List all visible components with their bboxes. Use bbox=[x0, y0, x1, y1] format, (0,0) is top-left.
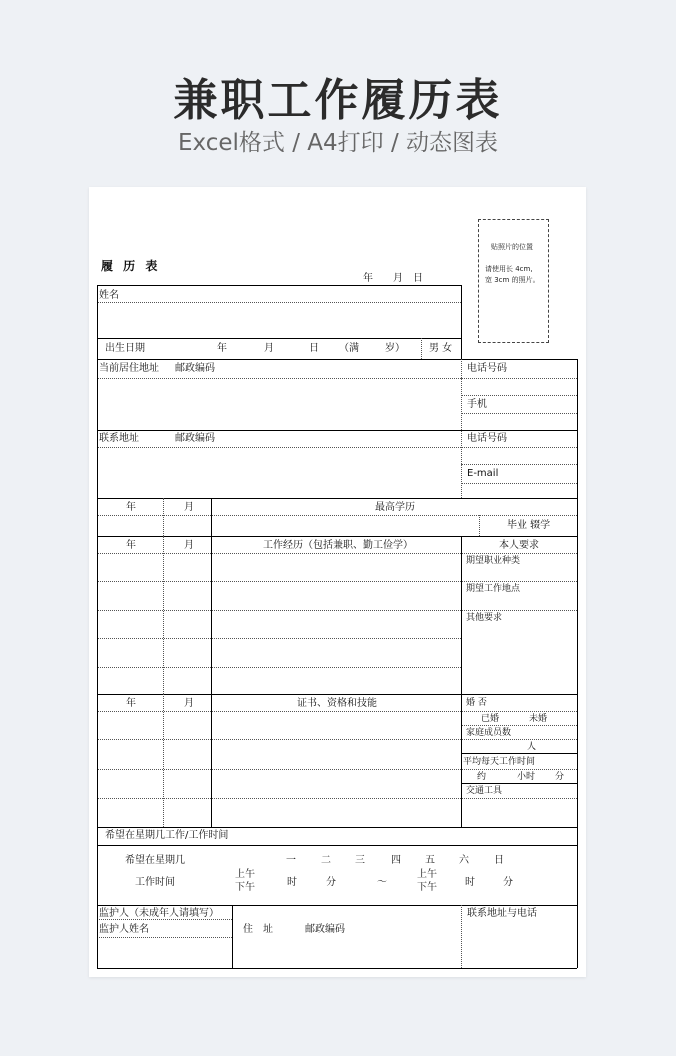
email-label: E-mail bbox=[467, 468, 499, 479]
marital-status-label: 婚 否 bbox=[466, 698, 487, 708]
desired-job-label: 期望职业种类 bbox=[466, 556, 521, 566]
form-date: 年 月 日 bbox=[363, 273, 423, 284]
work-history-header: 工作经历（包括兼职、勤工俭学） bbox=[263, 540, 413, 551]
photo-instruction-size: 请使用长 4cm, bbox=[485, 265, 533, 273]
time-range-tilde: ～ bbox=[377, 877, 387, 888]
phone-label: 电话号码 bbox=[467, 363, 507, 374]
day-tue: 二 bbox=[321, 855, 331, 866]
about-label: 约 bbox=[477, 772, 487, 782]
work-time-label: 工作时间 bbox=[135, 877, 175, 888]
birth-year-label: 年 bbox=[217, 343, 227, 354]
day-fri: 五 bbox=[425, 855, 435, 866]
married-option: 已婚 bbox=[481, 714, 500, 724]
graduation-status: 毕业 辍学 bbox=[507, 520, 551, 531]
contact-address-label: 联系地址 bbox=[99, 433, 139, 444]
page-title: 兼职工作履历表 bbox=[173, 75, 503, 126]
transport-label: 交通工具 bbox=[466, 786, 503, 796]
end-minute-unit: 分 bbox=[503, 877, 513, 888]
photo-instruction-title: 贴照片的位置 bbox=[491, 243, 533, 251]
resume-sheet bbox=[89, 187, 586, 977]
end-hour-unit: 时 bbox=[465, 877, 475, 888]
schedule-header: 希望在星期几工作/工作时间 bbox=[105, 830, 229, 841]
minute-unit: 分 bbox=[555, 772, 565, 782]
birth-date-label: 出生日期 bbox=[105, 343, 145, 354]
end-pm-label: 下午 bbox=[417, 882, 437, 893]
age-close-label: 岁） bbox=[385, 343, 405, 354]
cert-month-header: 月 bbox=[184, 698, 194, 709]
other-requirements-label: 其他要求 bbox=[466, 613, 503, 623]
start-pm-label: 下午 bbox=[235, 882, 255, 893]
hour-unit: 小时 bbox=[517, 772, 536, 782]
photo-instruction-size2: 宽 3cm 的照片。 bbox=[485, 276, 540, 284]
edu-highest-header: 最高学历 bbox=[375, 502, 415, 513]
form-title: 履 历 表 bbox=[101, 259, 161, 273]
cert-year-header: 年 bbox=[126, 698, 136, 709]
family-members-label: 家庭成员数 bbox=[466, 728, 512, 738]
day-sat: 六 bbox=[459, 855, 469, 866]
day-mon: 一 bbox=[286, 855, 296, 866]
work-month-header: 月 bbox=[184, 540, 194, 551]
current-postal-label: 邮政编码 bbox=[175, 363, 215, 374]
guardian-address-label: 住 址 bbox=[243, 924, 273, 935]
start-am-label: 上午 bbox=[235, 869, 255, 880]
age-open-label: （满 bbox=[339, 343, 359, 354]
unmarried-option: 未婚 bbox=[529, 714, 548, 724]
guardian-header: 监护人（未成年人请填写） bbox=[99, 908, 219, 919]
certs-header: 证书、资格和技能 bbox=[297, 698, 377, 709]
phone-label-2: 电话号码 bbox=[467, 433, 507, 444]
desired-location-label: 期望工作地点 bbox=[466, 584, 521, 594]
day-wed: 三 bbox=[355, 855, 365, 866]
daily-hours-label: 平均每天工作时间 bbox=[463, 757, 536, 767]
weekday-label: 希望在星期几 bbox=[125, 855, 185, 866]
contact-postal-label: 邮政编码 bbox=[175, 433, 215, 444]
gender-label: 男 女 bbox=[429, 343, 453, 354]
requirements-header: 本人要求 bbox=[499, 540, 539, 551]
edu-month-header: 月 bbox=[184, 502, 194, 513]
day-sun: 日 bbox=[494, 855, 504, 866]
photo-placeholder bbox=[478, 219, 549, 343]
mobile-label: 手机 bbox=[467, 399, 487, 410]
start-minute-unit: 分 bbox=[326, 877, 336, 888]
birth-month-label: 月 bbox=[264, 343, 274, 354]
family-person-unit: 人 bbox=[527, 742, 537, 752]
guardian-postal-label: 邮政编码 bbox=[305, 924, 345, 935]
name-label: 姓名 bbox=[99, 290, 119, 301]
edu-year-header: 年 bbox=[126, 502, 136, 513]
day-thu: 四 bbox=[391, 855, 401, 866]
guardian-contact-label: 联系地址与电话 bbox=[467, 908, 537, 919]
work-year-header: 年 bbox=[126, 540, 136, 551]
current-address-label: 当前居住地址 bbox=[99, 363, 159, 374]
birth-day-label: 日 bbox=[309, 343, 319, 354]
start-hour-unit: 时 bbox=[287, 877, 297, 888]
guardian-name-label: 监护人姓名 bbox=[99, 924, 149, 935]
page-subtitle: Excel格式 / A4打印 / 动态图表 bbox=[177, 130, 499, 156]
end-am-label: 上午 bbox=[417, 869, 437, 880]
